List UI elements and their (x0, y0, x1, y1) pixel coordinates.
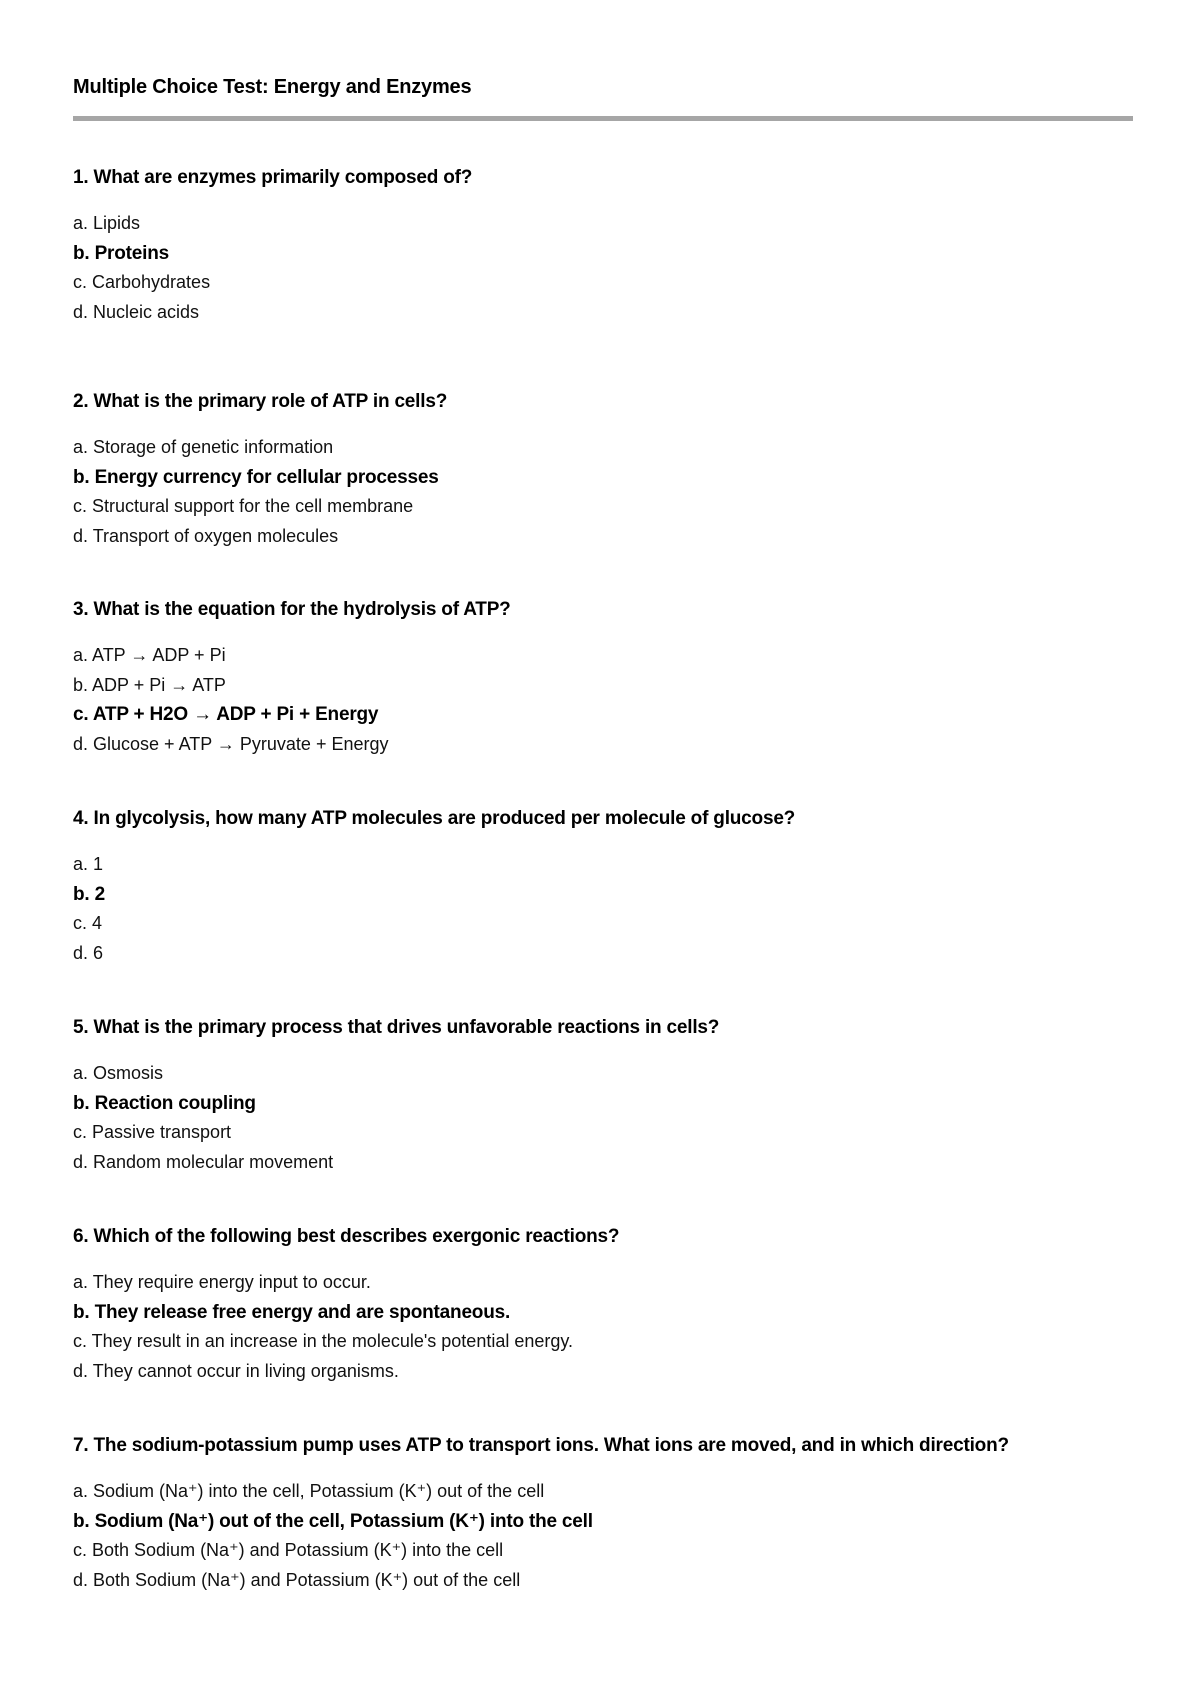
document-title: Multiple Choice Test: Energy and Enzymes (73, 76, 472, 98)
answer-option-a: a. Lipids (73, 213, 141, 233)
question-6 (73, 1224, 1133, 1387)
answer-option-b-correct: b. Sodium (Na⁺) out of the cell, Potassium (K⁺) into the cell (73, 1510, 593, 1532)
question-2 (73, 389, 1133, 552)
answer-option-a: a. They require energy input to occur. (73, 1272, 371, 1292)
question-3 (73, 597, 1133, 760)
question-text: 2. What is the primary role of ATP in cells? (73, 391, 448, 412)
title-divider (73, 116, 1133, 121)
answer-option-d: d. Glucose + ATP → Pyruvate + Energy (73, 734, 389, 755)
question-5 (73, 1015, 1133, 1178)
answer-option-c: c. Structural support for the cell membrane (73, 496, 414, 517)
answer-option-a: a. Osmosis (73, 1063, 164, 1083)
answer-option-d: d. Both Sodium (Na⁺) and Potassium (K⁺) out of the cell (73, 1570, 521, 1591)
answer-option-c: c. 4 (73, 913, 103, 934)
answer-option-c-correct: c. ATP + H2O → ADP + Pi + Energy (73, 704, 379, 726)
answer-option-c: c. Carbohydrates (73, 272, 211, 293)
answer-option-b-correct: b. 2 (73, 883, 105, 905)
answer-option-c: c. Passive transport (73, 1122, 232, 1143)
answer-option-b-correct: b. They release free energy and are spontaneous. (73, 1301, 511, 1323)
answer-option-a: a. Storage of genetic information (73, 437, 334, 457)
question-4 (73, 806, 1133, 969)
question-text: 1. What are enzymes primarily composed of? (73, 167, 473, 188)
question-text: 5. What is the primary process that drives unfavorable reactions in cells? (73, 1017, 720, 1038)
question-7 (73, 1433, 1133, 1596)
answer-option-a: a. ATP → ADP + Pi (73, 645, 226, 665)
answer-option-b: b. ADP + Pi → ATP (73, 674, 226, 695)
question-text: 6. Which of the following best describes exergonic reactions? (73, 1226, 620, 1247)
question-text: 4. In glycolysis, how many ATP molecules are produced per molecule of glucose? (73, 808, 796, 829)
question-1 (73, 165, 1133, 328)
question-text: 3. What is the equation for the hydrolysis of ATP? (73, 599, 511, 620)
answer-option-b-correct: b. Energy currency for cellular processes (73, 466, 439, 488)
answer-option-a: a. Sodium (Na⁺) into the cell, Potassium (K⁺) out of the cell (73, 1481, 545, 1501)
answer-option-c: c. They result in an increase in the molecule's potential energy. (73, 1331, 574, 1352)
answer-option-d: d. Nucleic acids (73, 302, 200, 323)
answer-option-d: d. Transport of oxygen molecules (73, 526, 339, 547)
answer-option-b-correct: b. Proteins (73, 242, 169, 264)
answer-option-d: d. 6 (73, 943, 104, 964)
answer-option-a: a. 1 (73, 854, 104, 874)
answer-option-d: d. They cannot occur in living organisms. (73, 1361, 399, 1382)
answer-option-c: c. Both Sodium (Na⁺) and Potassium (K⁺) into the cell (73, 1540, 504, 1561)
answer-option-d: d. Random molecular movement (73, 1152, 334, 1173)
answer-option-b-correct: b. Reaction coupling (73, 1092, 256, 1114)
question-text: 7. The sodium-potassium pump uses ATP to transport ions. What ions are moved, and in which direction? (73, 1435, 1009, 1456)
